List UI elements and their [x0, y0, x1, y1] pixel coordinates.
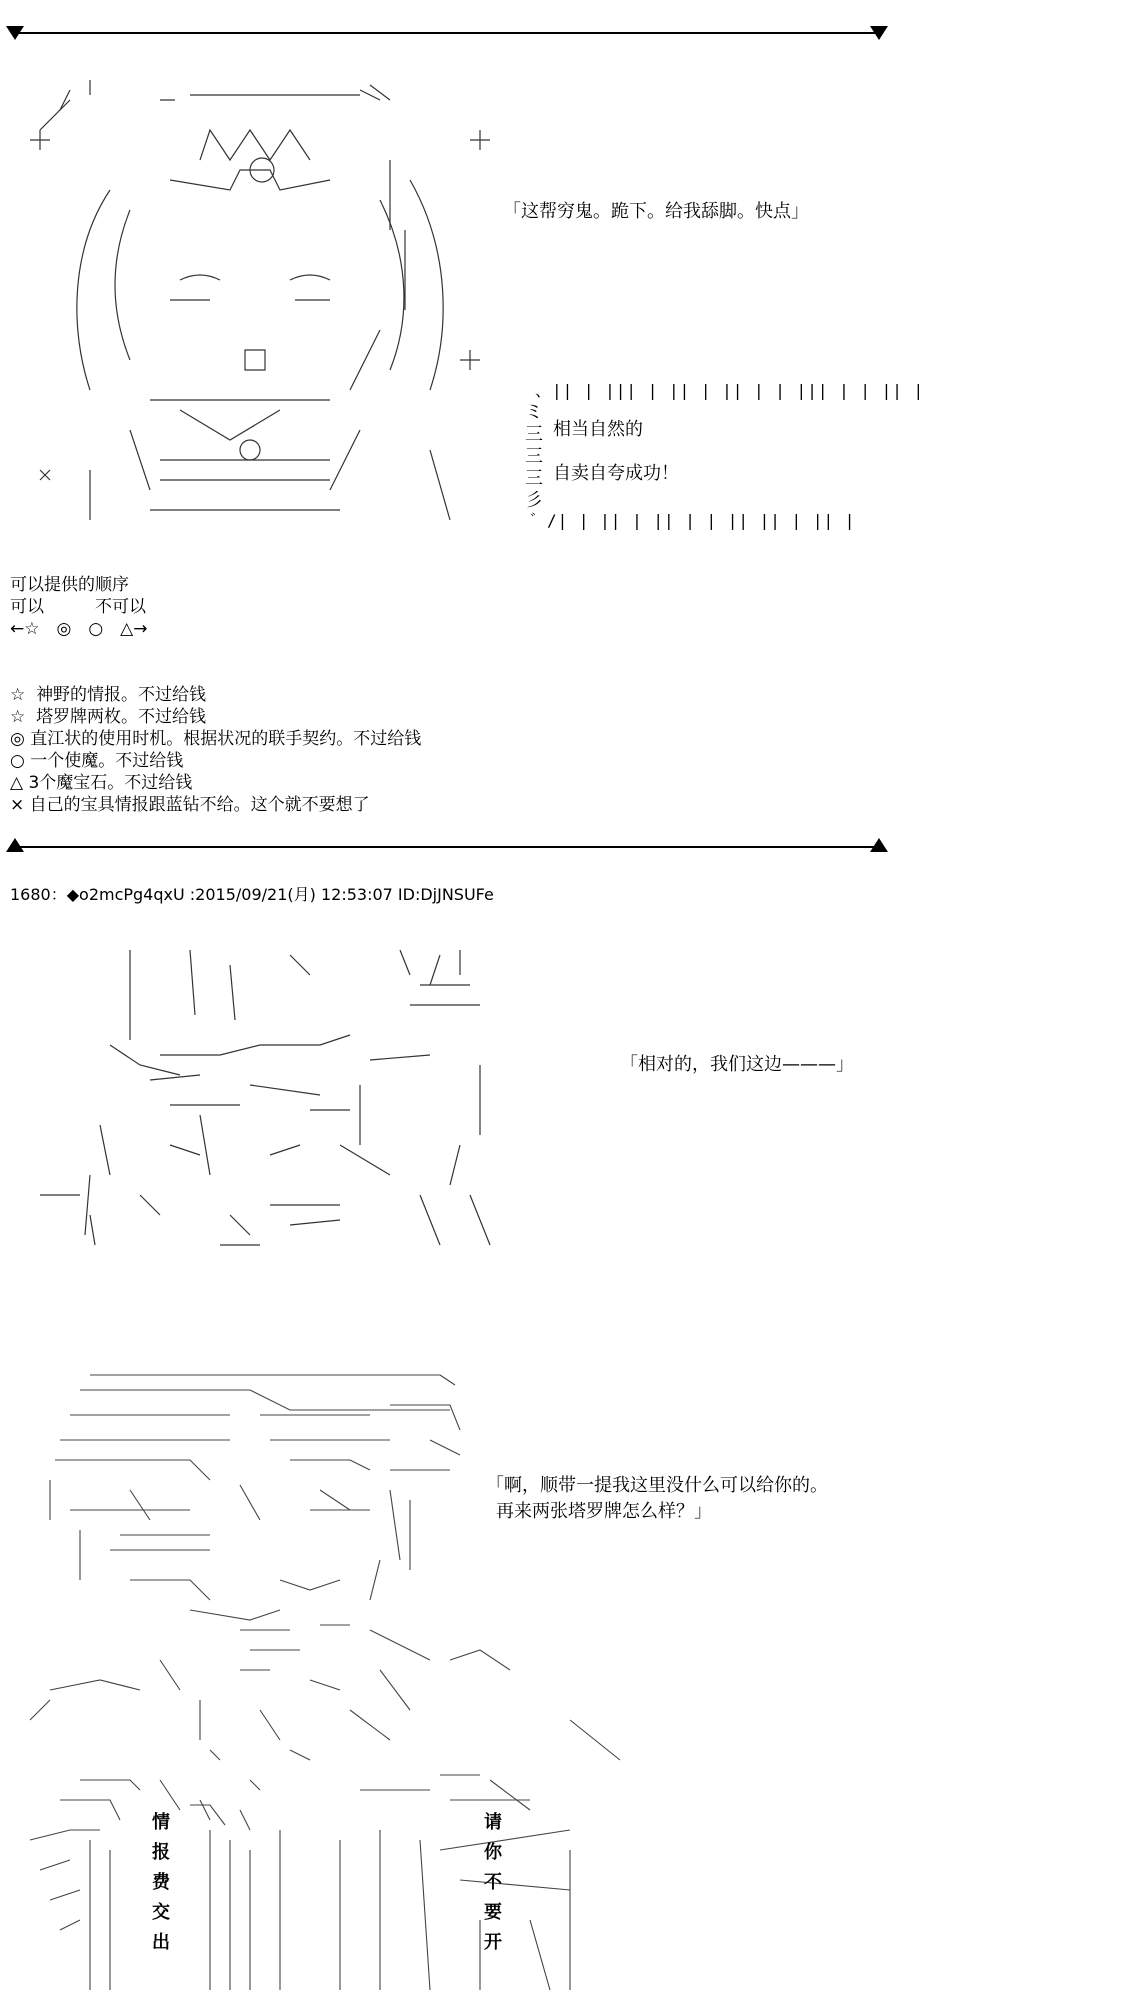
- vertical-char: 请: [484, 1812, 502, 1833]
- vertical-char: 不: [484, 1872, 502, 1893]
- ascii-art-girl-1: [30, 70, 500, 540]
- vertical-text-left: [150, 1808, 172, 1958]
- dialog-line-3b: 再来两张塔罗牌怎么样？」: [496, 1501, 712, 1522]
- bottom-left-triangle-icon: [6, 838, 24, 852]
- list-item: [10, 684, 421, 706]
- item-text: 直江状的使用时机。根据状况的联手契约。不过给钱: [30, 729, 422, 749]
- vertical-char: 报: [152, 1842, 170, 1863]
- list-item: [10, 750, 421, 772]
- item-mark: ☆: [10, 707, 26, 727]
- item-text: 自己的宝具情报跟蓝钻不给。这个就不要想了: [29, 795, 370, 815]
- bottom-divider: [14, 846, 880, 848]
- list-item: [10, 706, 421, 728]
- vertical-text-right: [482, 1808, 504, 1958]
- dialog-line-3a: 「啊，顺带一提我这里没什么可以给你的。: [486, 1475, 828, 1496]
- item-text: 神野的情报。不过给钱: [36, 685, 207, 705]
- item-mark: △: [10, 773, 24, 793]
- vertical-char: 你: [484, 1842, 502, 1863]
- items-list: [10, 684, 421, 816]
- list-item: [10, 794, 421, 816]
- squiggle-mark: ミ 三 三 三 彡: [525, 402, 543, 511]
- item-mark: ☆: [10, 685, 26, 705]
- vertical-char: 出: [152, 1932, 170, 1953]
- item-text: 一个使魔。不过给钱: [30, 751, 184, 771]
- item-text: 塔罗牌两枚。不过给钱: [36, 707, 207, 727]
- item-mark: ◎: [10, 729, 25, 749]
- dialog-line-2: 「相对的，我们这边———」: [620, 1054, 854, 1075]
- post-header: 1680：◆o2mcPg4qxU :2015/09/21(月) 12:53:07 ID:DjJNSUFe: [10, 885, 494, 904]
- decorative-bars-bottom: ゛/| | || | || | | || || | || |: [530, 511, 856, 530]
- list-item: [10, 728, 421, 750]
- vertical-char: 情: [152, 1812, 170, 1833]
- top-left-triangle-icon: [6, 26, 24, 40]
- list-item: [10, 772, 421, 794]
- aside-line-2: 自卖自夸成功！: [553, 463, 679, 484]
- vertical-char: 交: [152, 1902, 170, 1923]
- ascii-art-figure-2: [20, 945, 580, 1255]
- order-labels: 可以 不可以: [10, 597, 146, 617]
- vertical-char: 开: [484, 1932, 502, 1953]
- order-title: 可以提供的顺序: [10, 575, 129, 595]
- decorative-bars-top: 、|| | ||| | || | || | | ||| | | || |: [535, 381, 925, 400]
- dialog-line-1: 「这帮穷鬼。跪下。给我舔脚。快点」: [503, 201, 809, 222]
- order-scale: ←☆ ◎ ○ △→: [10, 619, 148, 639]
- item-mark: ×: [10, 795, 25, 815]
- vertical-char: 费: [152, 1872, 170, 1893]
- ascii-art-face-3: [10, 1360, 630, 1780]
- item-text: 3个魔宝石。不过给钱: [28, 773, 193, 793]
- top-divider: [14, 32, 880, 34]
- vertical-char: 要: [484, 1902, 502, 1923]
- aside-line-1: 相当自然的: [553, 419, 643, 440]
- bottom-right-triangle-icon: [870, 838, 888, 852]
- top-right-triangle-icon: [870, 26, 888, 40]
- item-mark: ○: [10, 751, 25, 771]
